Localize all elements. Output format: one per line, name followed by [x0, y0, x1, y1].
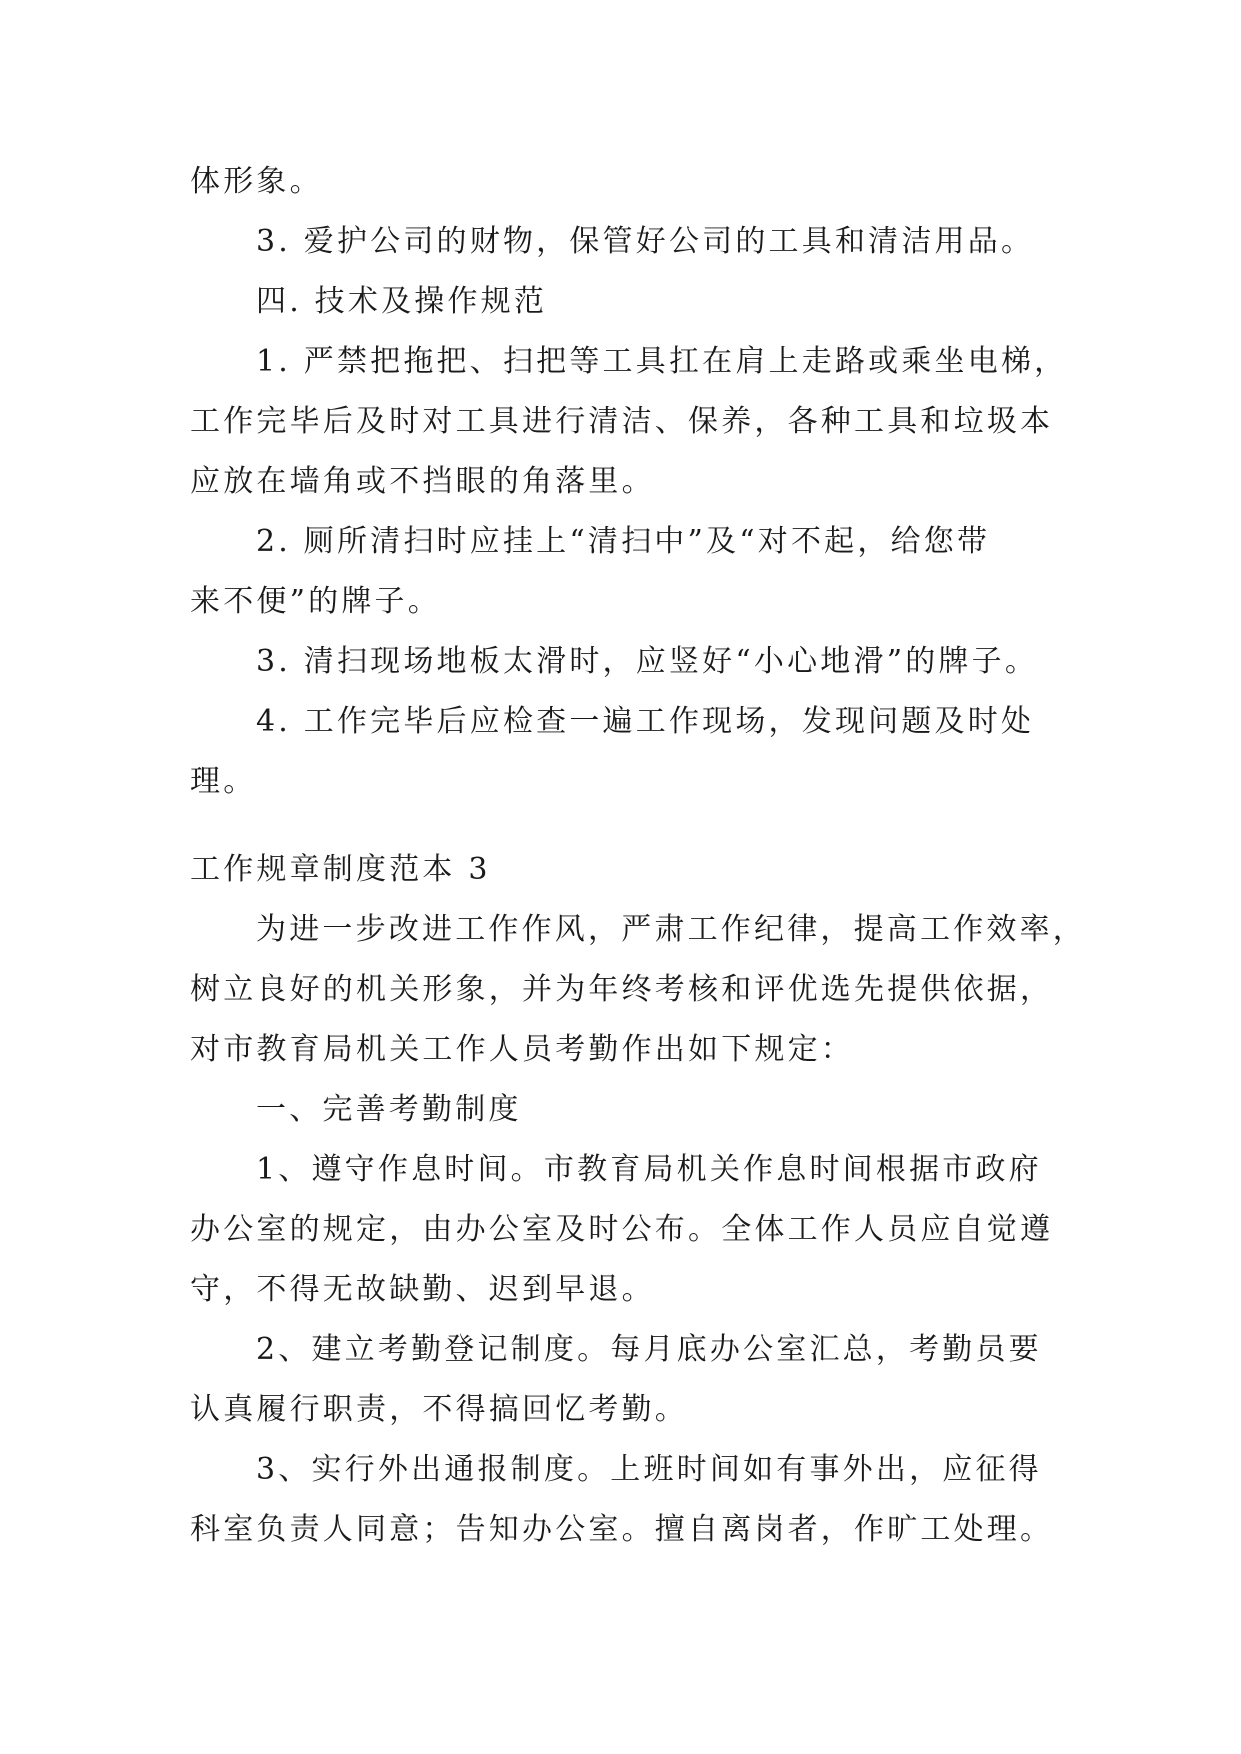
paragraph-line: 守，不得无故缺勤、迟到早退。 [190, 1272, 655, 1307]
paragraph-line: 3. 爱护公司的财物，保管好公司的工具和清洁用品。 [256, 224, 1035, 259]
section-heading: 一、完善考勤制度 [256, 1092, 522, 1127]
paragraph-line: 3、实行外出通报制度。上班时间如有事外出，应征得 [256, 1452, 1042, 1487]
paragraph-line: 1、遵守作息时间。市教育局机关作息时间根据市政府 [256, 1152, 1042, 1187]
paragraph-line: 认真履行职责，不得搞回忆考勤。 [190, 1392, 688, 1427]
paragraph-line: 2. 厕所清扫时应挂上“清扫中”及“对不起，给您带 [256, 524, 991, 559]
paragraph-line: 2、建立考勤登记制度。每月底办公室汇总，考勤员要 [256, 1332, 1042, 1367]
section-heading: 四. 技术及操作规范 [256, 284, 548, 319]
paragraph-line: 理。 [190, 764, 257, 799]
paragraph-line: 科室负责人同意；告知办公室。擅自离岗者，作旷工处理。 [190, 1512, 1054, 1547]
paragraph-line: 工作完毕后及时对工具进行清洁、保养，各种工具和垃圾本 [190, 404, 1054, 439]
document-title: 工作规章制度范本 3 [190, 852, 491, 887]
paragraph-line: 4. 工作完毕后应检查一遍工作现场，发现问题及时处 [256, 704, 1035, 739]
paragraph-line: 来不便”的牌子。 [190, 584, 441, 619]
paragraph-line: 办公室的规定，由办公室及时公布。全体工作人员应自觉遵 [190, 1212, 1054, 1247]
paragraph-line: 对市教育局机关工作人员考勤作出如下规定： [190, 1032, 854, 1067]
paragraph-line: 为进一步改进工作作风，严肃工作纪律，提高工作效率， [256, 912, 1086, 947]
paragraph-line: 3. 清扫现场地板太滑时，应竖好“小心地滑”的牌子。 [256, 644, 1039, 679]
paragraph-line: 树立良好的机关形象，并为年终考核和评优选先提供依据， [190, 972, 1054, 1007]
paragraph-line: 应放在墙角或不挡眼的角落里。 [190, 464, 655, 499]
section-cleaning-rules [190, 152, 1090, 812]
section-attendance-rules [190, 840, 1090, 1560]
paragraph-line: 1. 严禁把拖把、扫把等工具扛在肩上走路或乘坐电梯， [256, 344, 1068, 379]
paragraph-line: 体形象。 [190, 164, 323, 199]
